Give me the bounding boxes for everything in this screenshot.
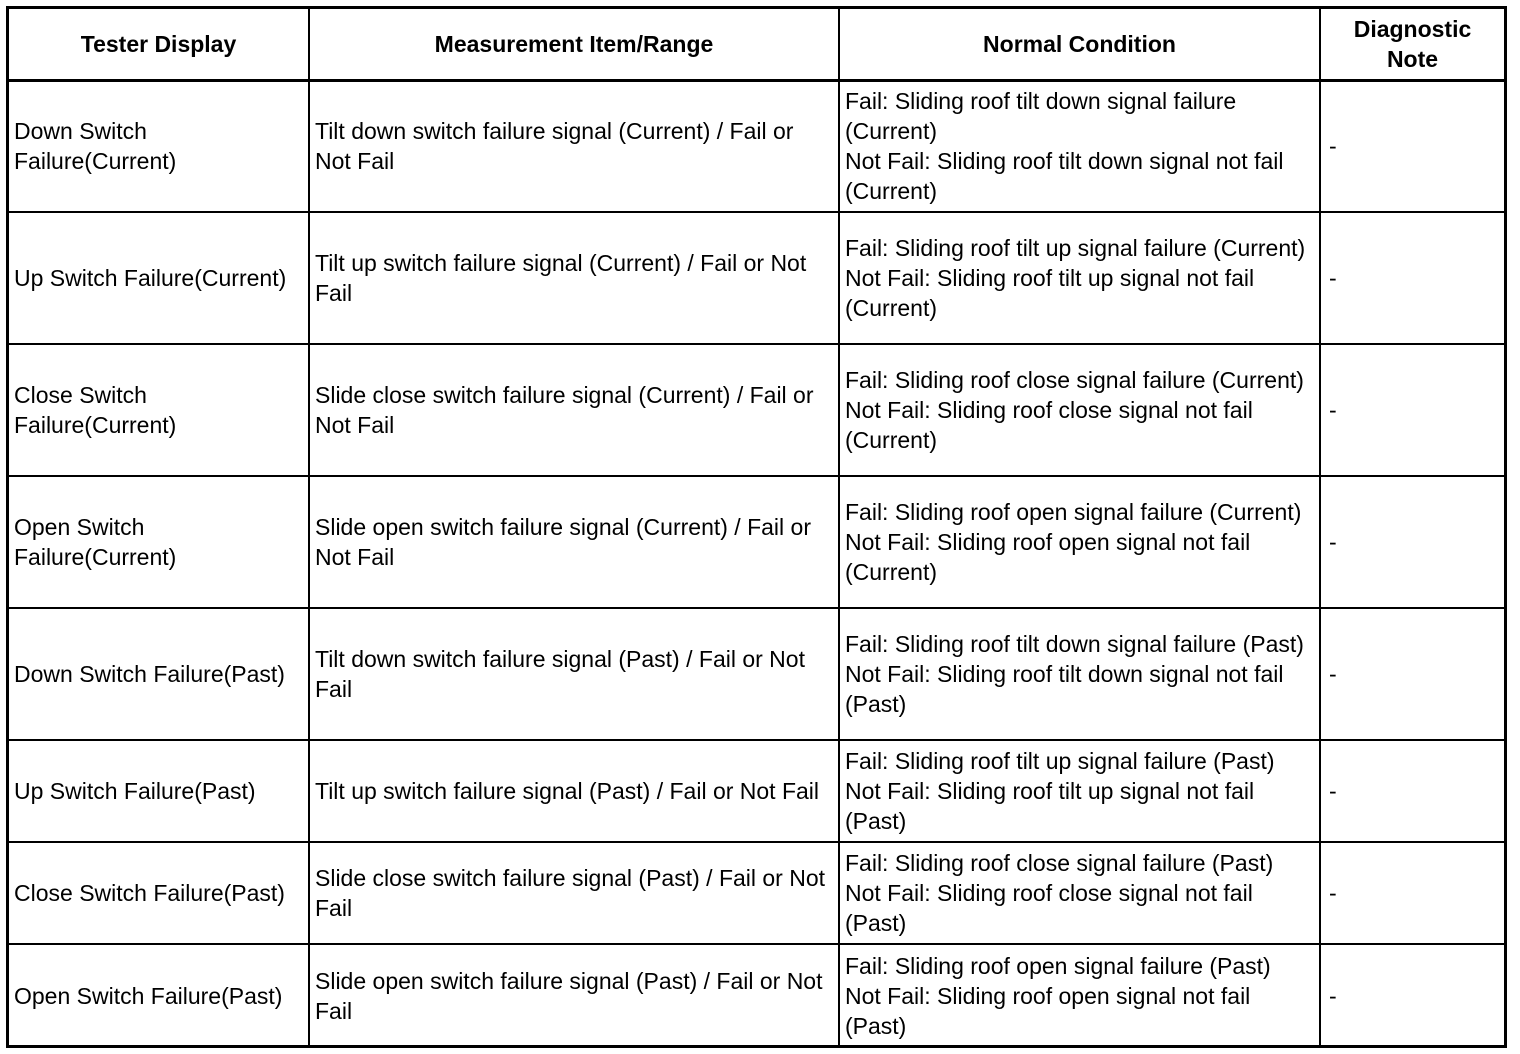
cell-tester-display: Close Switch Failure(Current) [9,344,309,476]
cell-diagnostic-note: - [1320,608,1504,740]
cell-diagnostic-note: - [1320,476,1504,608]
table-row [9,740,1504,842]
cell-tester-display: Close Switch Failure(Past) [9,842,309,944]
cell-tester-display: Down Switch Failure(Past) [9,608,309,740]
cell-measurement: Tilt up switch failure signal (Past) / Fail or Not Fail [309,740,839,842]
cell-diagnostic-note: - [1320,344,1504,476]
normal-not-fail-text: Not Fail: Sliding roof open signal not fail (Current) [845,529,1251,585]
normal-fail-text: Fail: Sliding roof tilt up signal failure (Current) [845,235,1306,261]
normal-not-fail-text: Not Fail: Sliding roof tilt up signal not fail (Past) [845,778,1255,834]
cell-normal-condition [839,212,1320,344]
table-row [9,944,1504,1046]
table-row [9,842,1504,944]
cell-normal-condition [839,740,1320,842]
cell-normal-condition [839,842,1320,944]
cell-diagnostic-note: - [1320,944,1504,1046]
cell-measurement: Slide close switch failure signal (Current) / Fail or Not Fail [309,344,839,476]
cell-diagnostic-note: - [1320,212,1504,344]
table-row [9,608,1504,740]
cell-tester-display: Open Switch Failure(Current) [9,476,309,608]
table-row [9,344,1504,476]
normal-fail-text: Fail: Sliding roof tilt down signal failure (Current) [845,88,1237,145]
normal-fail-text: Fail: Sliding roof tilt down signal failure (Past) [845,631,1304,657]
header-tester-display: Tester Display [9,9,309,80]
table-header-row [9,9,1504,80]
diagnostic-table-container [6,6,1507,1048]
cell-normal-condition [839,944,1320,1046]
normal-not-fail-text: Not Fail: Sliding roof close signal not fail (Current) [845,397,1253,453]
cell-diagnostic-note: - [1320,80,1504,212]
cell-diagnostic-note: - [1320,842,1504,944]
normal-fail-text: Fail: Sliding roof open signal failure (Current) [845,499,1302,525]
header-measurement-item: Measurement Item/Range [309,9,839,80]
normal-not-fail-text: Not Fail: Sliding roof close signal not fail (Past) [845,880,1253,936]
normal-fail-text: Fail: Sliding roof close signal failure (Current) [845,367,1304,393]
normal-fail-text: Fail: Sliding roof close signal failure (Past) [845,850,1274,876]
table-row [9,80,1504,212]
normal-not-fail-text: Not Fail: Sliding roof open signal not fail (Past) [845,982,1251,1039]
cell-tester-display: Up Switch Failure(Current) [9,212,309,344]
diagnostic-table [9,9,1504,1046]
header-diagnostic-note: Diagnostic Note [1320,9,1504,80]
cell-measurement: Tilt up switch failure signal (Current) / Fail or Not Fail [309,212,839,344]
cell-normal-condition [839,344,1320,476]
normal-not-fail-text: Not Fail: Sliding roof tilt down signal not fail (Past) [845,661,1284,717]
cell-tester-display: Open Switch Failure(Past) [9,944,309,1046]
header-normal-condition: Normal Condition [839,9,1320,80]
cell-measurement: Slide open switch failure signal (Current) / Fail or Not Fail [309,476,839,608]
cell-measurement: Tilt down switch failure signal (Past) / Fail or Not Fail [309,608,839,740]
cell-tester-display: Down Switch Failure(Current) [9,80,309,212]
cell-measurement: Slide open switch failure signal (Past) / Fail or Not Fail [309,944,839,1046]
cell-diagnostic-note: - [1320,740,1504,842]
normal-fail-text: Fail: Sliding roof open signal failure (Past) [845,952,1271,979]
normal-not-fail-text: Not Fail: Sliding roof tilt up signal not fail (Current) [845,265,1255,321]
cell-normal-condition [839,476,1320,608]
cell-measurement: Slide close switch failure signal (Past) / Fail or Not Fail [309,842,839,944]
cell-tester-display: Up Switch Failure(Past) [9,740,309,842]
cell-normal-condition [839,608,1320,740]
cell-measurement: Tilt down switch failure signal (Current) / Fail or Not Fail [309,80,839,212]
cell-normal-condition [839,80,1320,212]
normal-not-fail-text: Not Fail: Sliding roof tilt down signal not fail (Current) [845,148,1284,205]
table-row [9,212,1504,344]
normal-fail-text: Fail: Sliding roof tilt up signal failure (Past) [845,748,1275,774]
table-row [9,476,1504,608]
